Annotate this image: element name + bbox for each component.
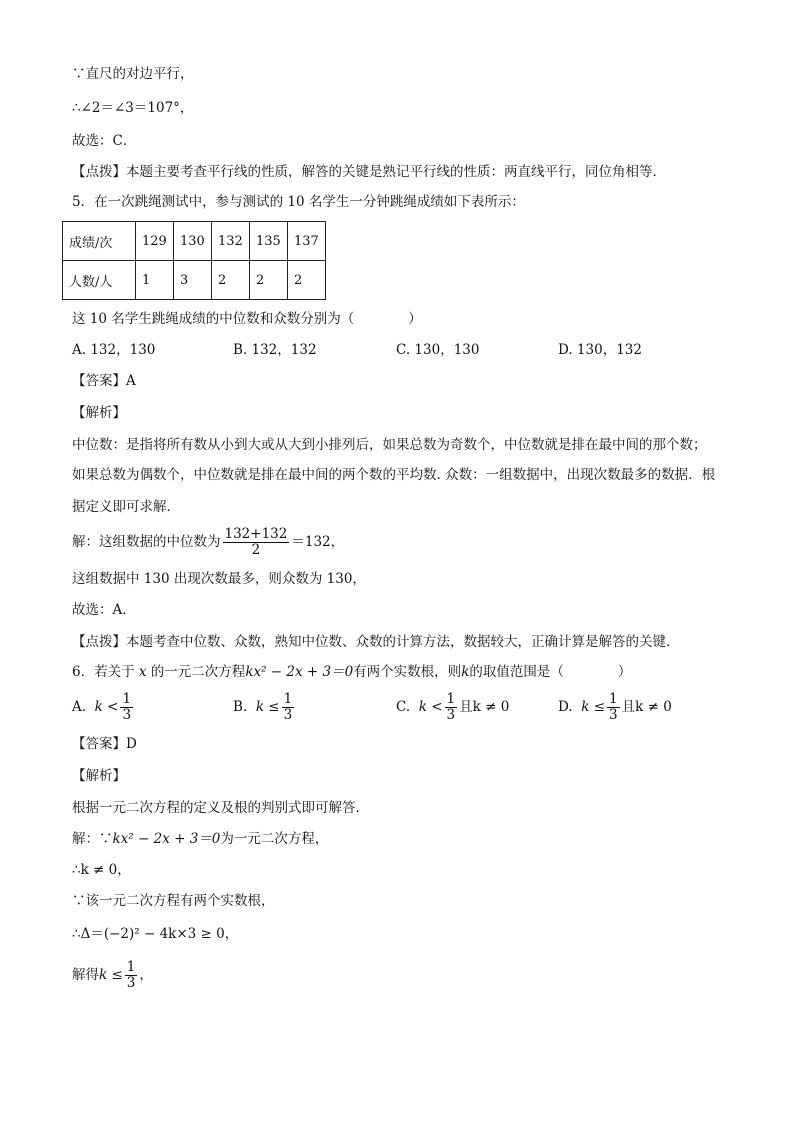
fraction-denominator: 3 (446, 707, 456, 723)
q6-prefix: 6．若关于 (72, 664, 135, 680)
solution-6-line2: ∴k ≠ 0， (72, 862, 131, 878)
answer-6: 【答案】D (72, 736, 137, 752)
solution-6-line3: ∵该一元二次方程有两个实数根， (72, 893, 275, 909)
solution-6-result (72, 958, 153, 992)
fraction-denominator: 3 (283, 707, 293, 723)
line-parallel-reason: ∵直尺的对边平行， (72, 66, 194, 82)
fraction-numerator: 1 (609, 691, 618, 707)
fraction-numerator: 1 (283, 691, 293, 707)
line-tip-4: 【点拨】本题主要考查平行线的性质，解答的关键是熟记平行线的性质：两直线平行，同位角相等． (72, 164, 666, 180)
table-header-count: 人数/人 (63, 261, 136, 300)
median-numerator: 132+132 (224, 526, 288, 542)
line-angle-result: ∴∠2＝∠3＝107°， (72, 100, 194, 116)
analysis-6-line1: 根据一元二次方程的定义及根的判别式即可解答． (72, 800, 369, 816)
solution-5-prefix: 解：这组数据的中位数为 (72, 534, 221, 550)
solution-5-mode: 这组数据中 130 出现次数最多，则众数为 130， (72, 571, 366, 587)
option-6-c-label: C. (396, 699, 411, 715)
question-5-stem: 5．在一次跳绳测试中，参与测试的 10 名学生一分钟跳绳成绩如下表所示： (72, 194, 525, 210)
solution-6-result-prefix: 解得 (72, 967, 99, 983)
q6-end: 的取值范围是（ ） (469, 664, 632, 680)
table-cell: 1 (136, 261, 174, 300)
q6-post: 有两个实数根，则 (353, 664, 462, 680)
q6-variable-k: k (461, 664, 470, 680)
option-6-c-expr: k < (418, 699, 443, 715)
fraction-numerator: 1 (446, 691, 456, 707)
fraction-denominator: 3 (126, 975, 136, 991)
table-cell: 2 (288, 261, 326, 300)
analysis-6-heading: 【解析】 (72, 768, 126, 784)
option-6-a-fraction (120, 692, 133, 723)
option-6-d[interactable] (558, 690, 672, 724)
table-cell: 130 (174, 222, 212, 261)
option-6-c-fraction (445, 692, 458, 723)
answer-5: 【答案】A (72, 373, 136, 389)
solution-6-equation: kx² − 2x + 3＝0 (112, 831, 221, 847)
table-cell: 135 (250, 222, 288, 261)
option-6-b-expr: k ≤ (255, 699, 280, 715)
q6-equation: kx² − 2x + 3＝0 (245, 664, 354, 680)
solution-6-discriminant: ∴Δ＝(−2)² − 4k×3 ≥ 0， (72, 926, 239, 942)
option-5-d[interactable]: D. 130，132 (558, 342, 642, 358)
table-header-score: 成绩/次 (63, 222, 136, 261)
score-table (62, 221, 326, 300)
median-denominator: 2 (251, 542, 261, 558)
table-cell: 2 (212, 261, 250, 300)
median-fraction (223, 527, 290, 558)
option-5-a[interactable]: A. 132，130 (72, 342, 156, 358)
table-cell: 132 (212, 222, 250, 261)
q6-variable-x: x (138, 664, 147, 680)
option-6-b-label: B. (233, 699, 248, 715)
table-row (63, 261, 326, 300)
question-6-stem (72, 662, 631, 682)
table-cell: 129 (136, 222, 174, 261)
tip-5: 【点拨】本题考查中位数、众数，熟知中位数、众数的计算方法，数据较大，正确计算是解答的关键． (72, 634, 680, 650)
q6-middle: 的一元二次方程 (150, 664, 246, 680)
solution-6-line1 (72, 829, 328, 849)
solution-6-fraction (125, 960, 138, 991)
option-6-d-tail: 且k ≠ 0 (621, 699, 672, 715)
analysis-5-line3: 据定义即可求解． (72, 499, 180, 515)
analysis-5-heading: 【解析】 (72, 405, 126, 421)
option-6-a-expr: k < (94, 699, 119, 715)
fraction-denominator: 3 (609, 707, 618, 723)
solution-5-median (72, 527, 344, 558)
solution-6-result-post: ， (139, 967, 153, 983)
option-6-c[interactable] (396, 690, 509, 724)
option-6-a[interactable] (72, 690, 135, 724)
fraction-numerator: 1 (126, 959, 136, 975)
analysis-5-line1: 中位数：是指将所有数从小到大或从大到小排列后，如果总数为奇数个，中位数就是排在最中间的那个数； (72, 437, 707, 453)
option-6-b-fraction (282, 692, 295, 723)
option-6-d-expr: k ≤ (581, 699, 606, 715)
table-cell: 137 (288, 222, 326, 261)
table-cell: 3 (174, 261, 212, 300)
option-5-b[interactable]: B. 132，132 (233, 342, 317, 358)
option-5-c[interactable]: C. 130，130 (396, 342, 480, 358)
table-cell: 2 (250, 261, 288, 300)
line-choose-c: 故选：C． (72, 133, 137, 149)
solution-6-post: 为一元二次方程， (220, 831, 329, 847)
fraction-denominator: 3 (122, 707, 132, 723)
option-6-d-label: D. (558, 699, 573, 715)
solution-5-result: ＝132， (291, 534, 345, 550)
solution-6-prefix: 解：∵ (72, 831, 113, 847)
solution-6-result-expr: k ≤ (99, 967, 123, 983)
solution-5-choose: 故选：A． (72, 602, 136, 618)
option-6-c-tail: 且k ≠ 0 (459, 699, 510, 715)
fraction-numerator: 1 (122, 691, 132, 707)
analysis-5-line2: 如果总数为偶数个，中位数就是排在最中间的两个数的平均数. 众数：一组数据中，出现次数最多的数据．根 (72, 467, 716, 483)
option-6-a-label: A. (72, 699, 87, 715)
table-row (63, 222, 326, 261)
question-5-ask: 这 10 名学生跳绳成绩的中位数和众数分别为（ ） (72, 311, 422, 327)
option-6-d-fraction (607, 692, 620, 723)
option-6-b[interactable] (233, 690, 296, 724)
